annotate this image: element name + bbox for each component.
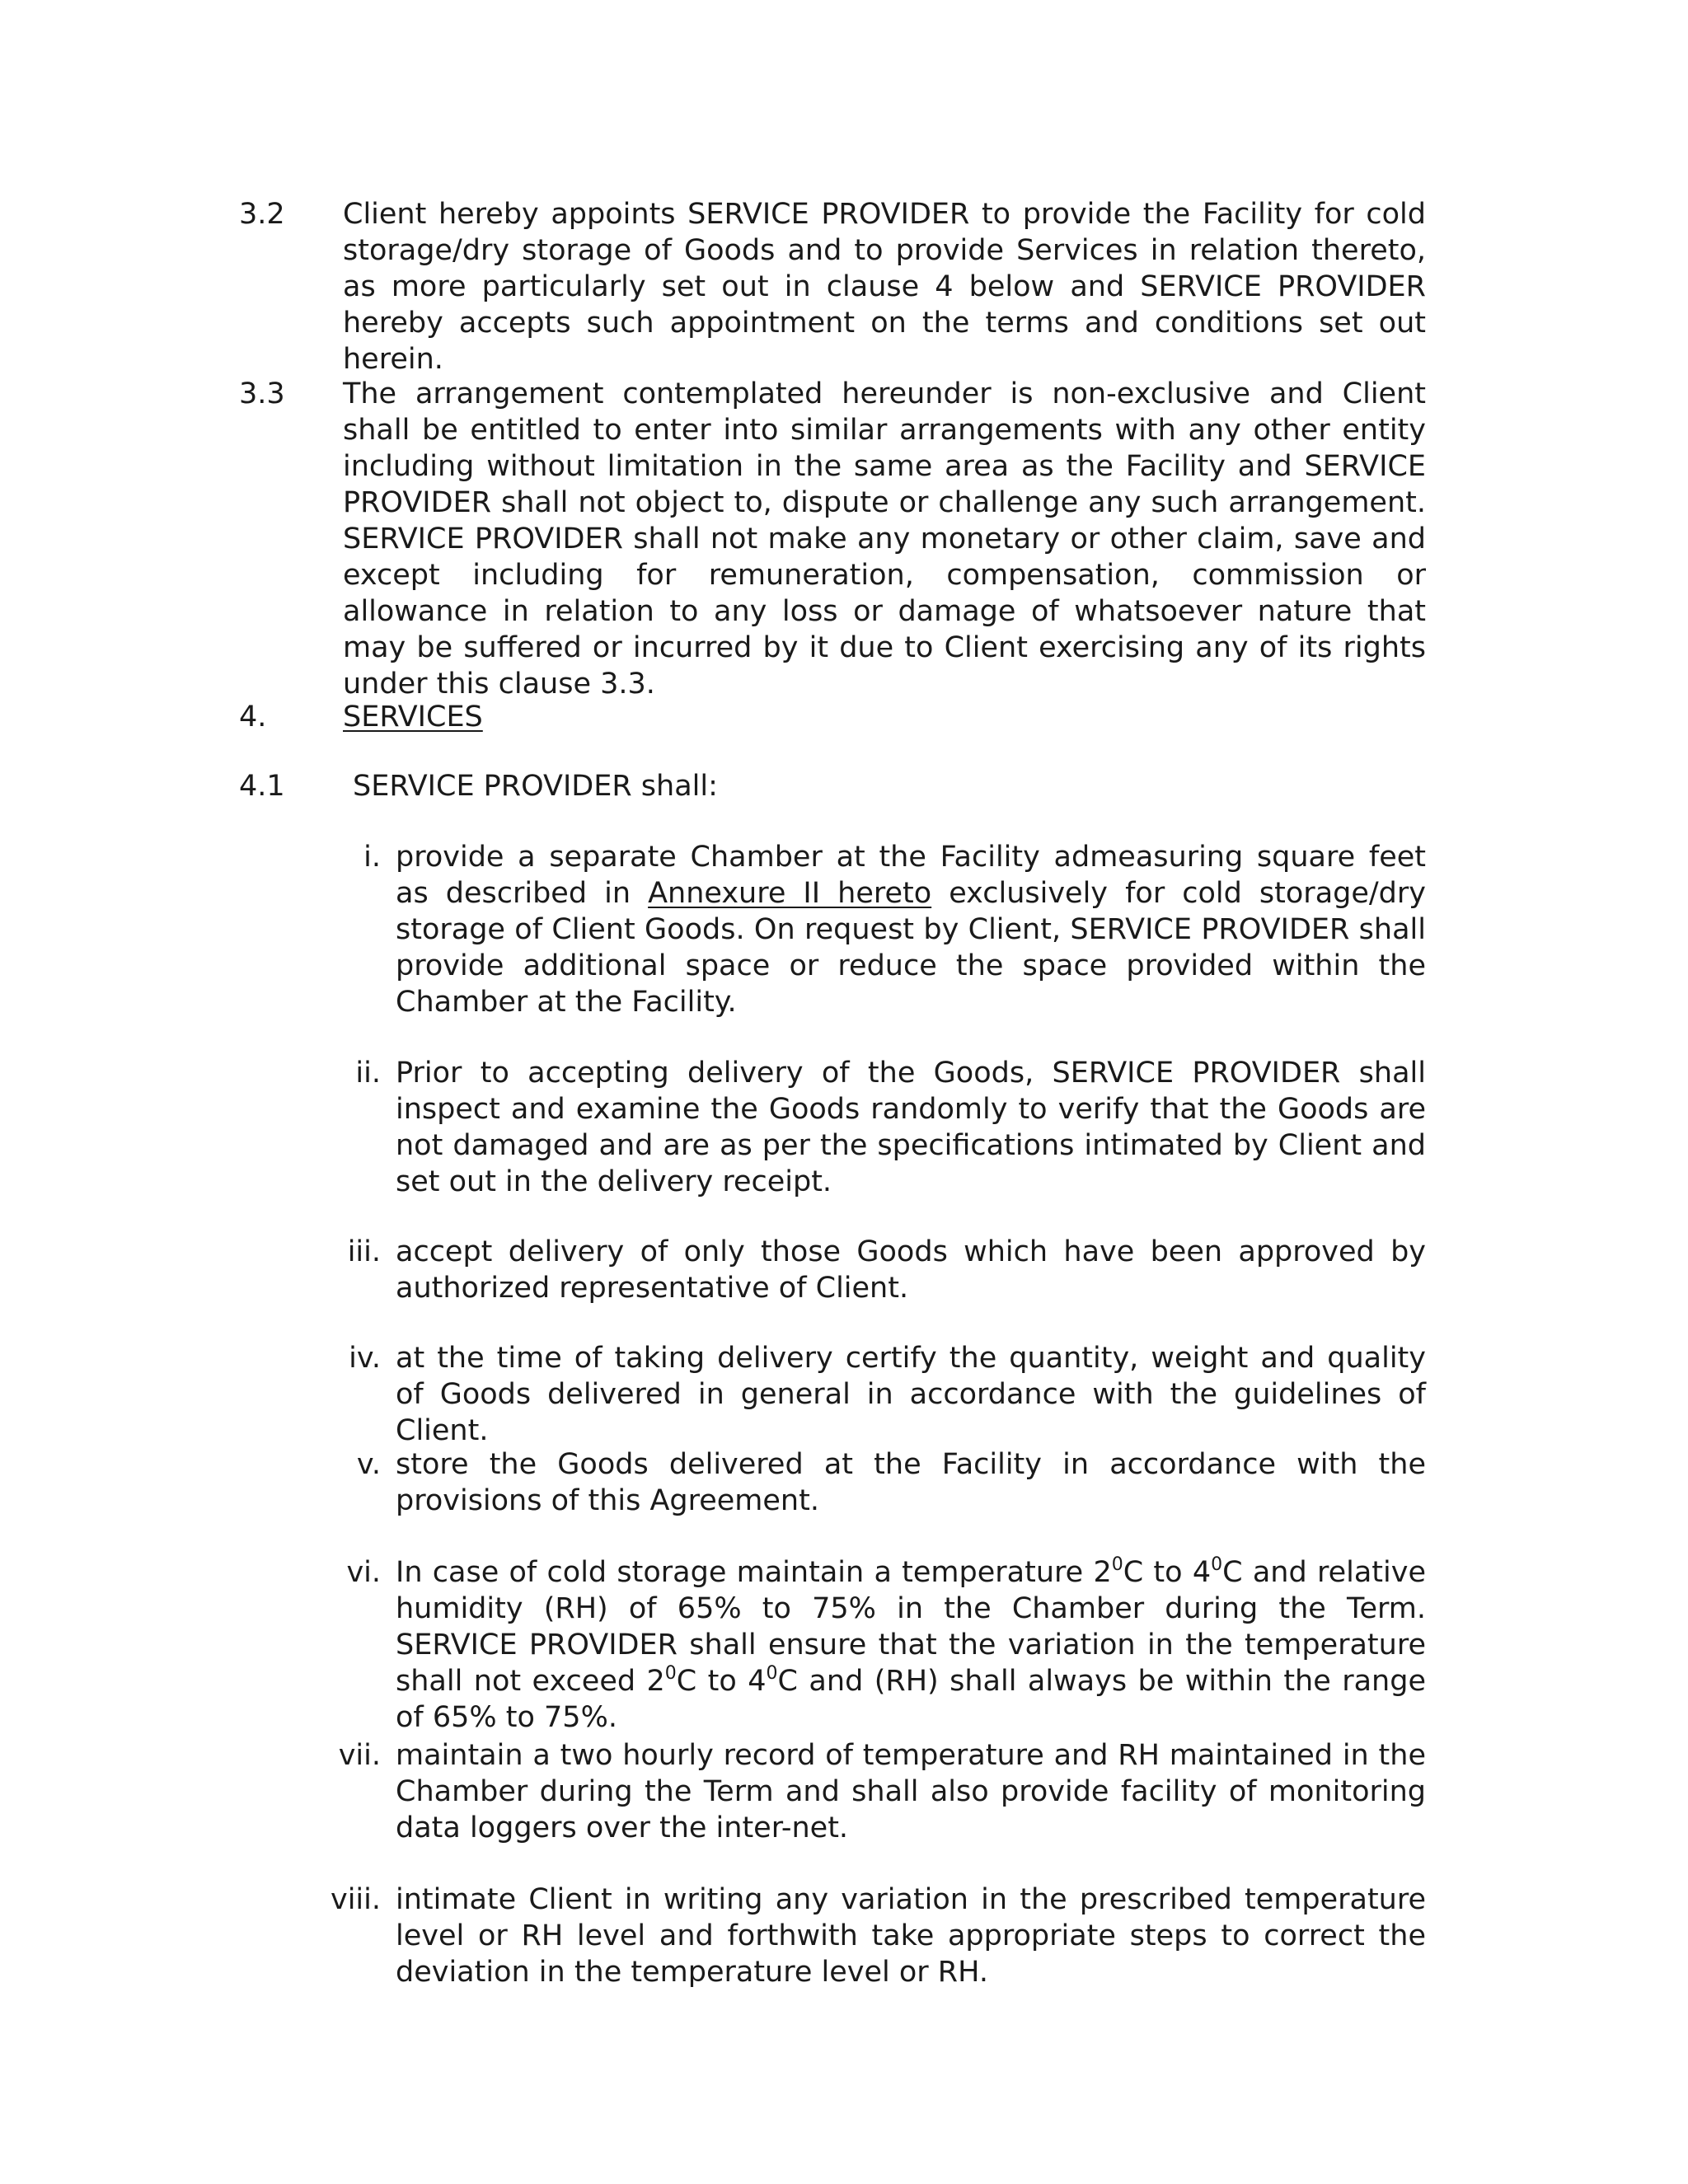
list-item-v	[297, 1446, 1426, 1519]
list-numeral: iii.	[347, 1235, 381, 1268]
list-item-vii	[297, 1737, 1426, 1846]
list-item-text	[396, 1554, 1426, 1736]
clause-text: The arrangement contemplated hereunder is non-exclusive and Client shall be entitled to enter into similar arrangements with any other entity including without limitation in the same area as the Facility and SERVICE PROVIDER shall not object to, dispute or challenge any such arrangement. SERVICE PROVIDER shall not make any monetary or other claim, save and except including for remuneration, compensation, commission or allowance in relation to any loss or damage of whatsoever nature that may be suffered or incurred by it due to Client exercising any of its rights under this clause 3.3.	[343, 377, 1426, 701]
text-segment: C and relative humidity (RH) of 65% to 75% in the Chamber during the Term. SERVICE PROVIDER shall ensure that the variation in the temperature shall not exceed 2	[396, 1556, 1426, 1698]
section-number: 4.	[239, 701, 267, 733]
degree-superscript: 0	[1211, 1554, 1223, 1575]
list-item-text: maintain a two hourly record of temperature and RH maintained in the Chamber during the Term and shall also provide facility of monitoring data loggers over the inter-net.	[396, 1739, 1426, 1844]
list-numeral: ii.	[355, 1057, 381, 1090]
list-numeral: vi.	[346, 1556, 381, 1589]
section-title: SERVICES	[343, 701, 483, 733]
clause-3-3	[239, 376, 1426, 702]
list-numeral: viii.	[330, 1883, 381, 1916]
text-segment: C to 4	[676, 1665, 767, 1698]
clause-text: Client hereby appoints SERVICE PROVIDER to provide the Facility for cold storage/dry storage of Goods and to provide Services in relation thereto, as more particularly set out in clause 4 below and SERVICE PROVIDER hereby accepts such appointment on the terms and conditions set out herein.	[343, 198, 1426, 376]
list-numeral: v.	[356, 1448, 381, 1481]
list-item-ii	[297, 1055, 1426, 1200]
degree-superscript: 0	[766, 1663, 778, 1684]
degree-superscript: 0	[664, 1663, 677, 1684]
list-item-vi	[297, 1554, 1426, 1736]
list-item-text: intimate Client in writing any variation in the prescribed temperature level or RH level and forthwith take appropriate steps to correct the deviation in the temperature level or RH.	[396, 1883, 1426, 1989]
text-segment: In case of cold storage maintain a temperature 2	[396, 1556, 1112, 1589]
clause-number: 3.3	[239, 377, 285, 410]
text-segment: C and (RH) shall always be within the range of 65% to 75%.	[396, 1665, 1426, 1734]
list-item-text: Prior to accepting delivery of the Goods, SERVICE PROVIDER shall inspect and examine the Goods randomly to verify that the Goods are not damaged and are as per the specifications intimated by Client and set out in the delivery receipt.	[396, 1057, 1426, 1198]
text-segment: provide a separate Chamber at the Facility admeasuring square feet as described in	[396, 841, 1426, 910]
list-item-i	[297, 839, 1426, 1020]
list-item-text: store the Goods delivered at the Facility in accordance with the provisions of this Agreement.	[396, 1448, 1426, 1517]
annexure-reference: Annexure II hereto	[648, 877, 932, 910]
list-item-iv	[297, 1340, 1426, 1449]
section-4-heading	[239, 699, 1426, 735]
list-numeral: vii.	[338, 1739, 381, 1772]
list-item-viii	[297, 1882, 1426, 1990]
clause-4-1	[239, 768, 1426, 804]
list-item-text: accept delivery of only those Goods which have been approved by authorized representative of Client.	[396, 1235, 1426, 1305]
text-segment: exclusively for cold storage/dry storage of Client Goods. On request by Client, SERVICE PROVIDER shall provide additional space or reduce the space provided within the Chamber at the Facility.	[396, 877, 1427, 1019]
list-item-text: at the time of taking delivery certify the quantity, weight and quality of Goods delivered in general in accordance with the guidelines of Client.	[396, 1342, 1426, 1447]
degree-superscript: 0	[1111, 1554, 1123, 1575]
list-item-text	[396, 839, 1426, 1020]
list-numeral: iv.	[349, 1342, 381, 1375]
text-segment: C to 4	[1123, 1556, 1212, 1589]
list-item-iii	[297, 1234, 1426, 1306]
list-numeral: i.	[363, 841, 381, 874]
clause-3-2	[239, 196, 1426, 377]
clause-text: SERVICE PROVIDER shall:	[353, 770, 718, 803]
clause-number: 4.1	[239, 770, 285, 803]
clause-number: 3.2	[239, 198, 285, 231]
